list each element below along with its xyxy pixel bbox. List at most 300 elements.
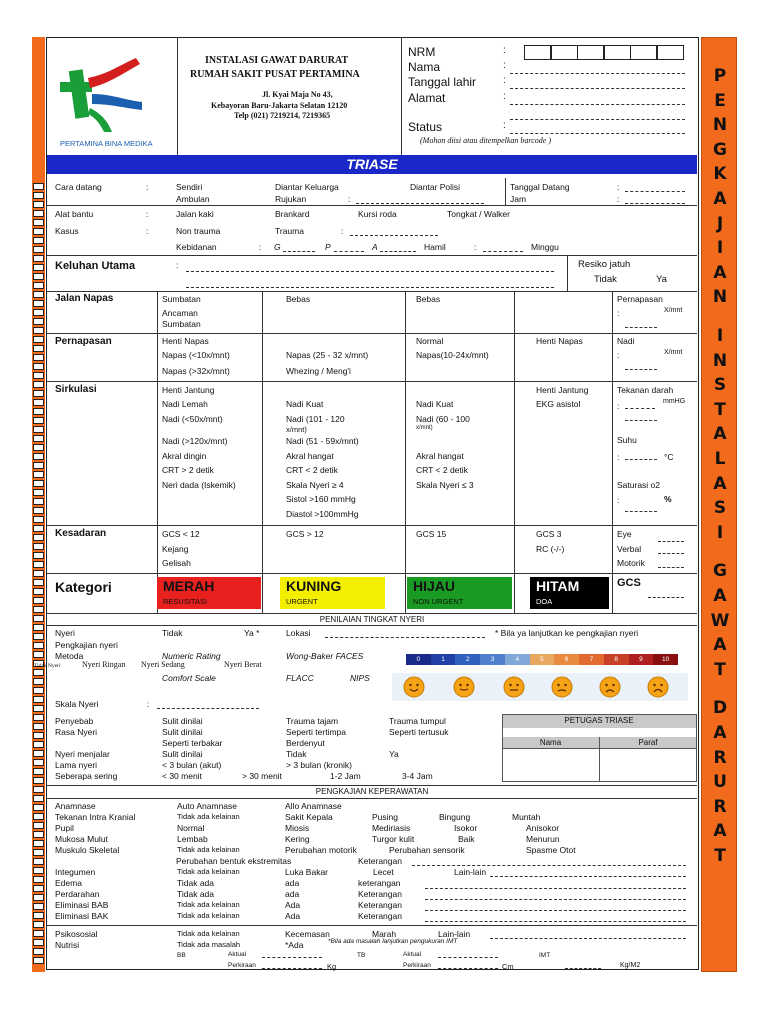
margin-checkbox[interactable] [33, 840, 44, 847]
margin-checkbox[interactable] [33, 219, 44, 226]
nyeri-tidak[interactable]: Tidak [162, 628, 183, 638]
category-sub: DOA [536, 597, 553, 606]
margin-checkbox[interactable] [33, 507, 44, 514]
margin-checkbox[interactable] [33, 732, 44, 739]
jn-sumbatan[interactable]: Sumbatan [162, 294, 201, 304]
motorik-label: Motorik [617, 558, 645, 568]
category-hitam[interactable] [530, 577, 609, 609]
opt-tongkat[interactable]: Tongkat / Walker [447, 209, 510, 219]
tekanan-darah-field[interactable] [625, 401, 655, 409]
kejang[interactable]: Kejang [162, 544, 189, 554]
margin-checkbox[interactable] [33, 552, 44, 559]
keperawatan-option[interactable]: Menurun [526, 834, 560, 844]
margin-checkbox[interactable] [33, 642, 44, 649]
margin-checkbox[interactable] [33, 777, 44, 784]
motorik-field[interactable] [658, 560, 684, 568]
edema-keterangan-field[interactable] [425, 879, 686, 889]
henti-jantung-1[interactable]: Henti Jantung [162, 385, 215, 395]
phone: Telp (021) 7219214, 7219365 [234, 111, 331, 120]
jn-bebas-2[interactable]: Bebas [416, 294, 441, 304]
keluhan-field-1[interactable] [186, 262, 554, 272]
margin-checkbox[interactable] [33, 615, 44, 622]
comfort-scale[interactable]: Comfort Scale [162, 673, 216, 683]
margin-checkbox[interactable] [33, 516, 44, 523]
opt-resiko-tidak[interactable]: Tidak [594, 274, 617, 285]
category-sub: URGENT [286, 597, 318, 606]
margin-checkbox[interactable] [33, 381, 44, 388]
seperti-tertimpa[interactable]: Seperti tertimpa [286, 727, 346, 737]
henti-napas-1[interactable]: Henti Napas [162, 336, 209, 346]
bb-aktual-field[interactable] [262, 950, 322, 958]
trauma-field[interactable] [350, 226, 438, 236]
crt-lt2-1[interactable]: CRT < 2 detik [286, 465, 338, 475]
keperawatan-option[interactable]: Turgor kulit [372, 834, 415, 844]
menjalar-ya[interactable]: Ya [389, 749, 399, 759]
tanggal-datang-label: Tanggal Datang [510, 182, 570, 192]
margin-checkbox[interactable] [33, 363, 44, 370]
margin-checkbox[interactable] [33, 183, 44, 190]
keperawatan-option[interactable]: Tidak ada kelainan [177, 812, 240, 821]
margin-checkbox[interactable] [33, 921, 44, 928]
nama-field[interactable] [510, 62, 685, 74]
seperti-terbakar[interactable]: Seperti terbakar [162, 738, 223, 748]
p-normal[interactable]: Normal [416, 336, 444, 346]
margin-checkbox[interactable] [33, 624, 44, 631]
keperawatan-option[interactable]: Tidak ada kelainan [177, 845, 240, 854]
seperti-tertusuk[interactable]: Seperti tertusuk [389, 727, 449, 737]
margin-checkbox[interactable] [33, 462, 44, 469]
alat-bantu-label: Alat bantu [55, 209, 94, 219]
keperawatan-option[interactable]: Auto Anamnase [177, 801, 238, 811]
gcs-label: GCS [617, 577, 641, 589]
alamat-field[interactable] [510, 93, 685, 105]
skala-nyeri-le3[interactable]: Skala Nyeri ≤ 3 [416, 480, 474, 490]
margin-checkbox[interactable] [33, 453, 44, 460]
nrm-digit-box[interactable] [630, 45, 657, 60]
nadi-field[interactable] [625, 362, 657, 370]
berdenyut[interactable]: Berdenyut [286, 738, 325, 748]
margin-checkbox[interactable] [33, 390, 44, 397]
tekanan-darah-field-2[interactable] [625, 413, 657, 421]
margin-checkbox[interactable] [33, 408, 44, 415]
henti-napas-2[interactable]: Henti Napas [536, 336, 583, 346]
margin-checkbox[interactable] [33, 651, 44, 658]
jn-bebas-1[interactable]: Bebas [286, 294, 311, 304]
kasus-label: Kasus [55, 226, 79, 236]
address-line-1: Jl. Kyai Maja No 43, [262, 90, 333, 99]
nrm-digit-box[interactable] [551, 45, 578, 60]
margin-checkbox[interactable] [33, 561, 44, 568]
ekg-asistol[interactable]: EKG asistol [536, 399, 581, 409]
keperawatan-option[interactable]: Keterangan [358, 889, 402, 899]
nips[interactable]: NIPS [350, 673, 370, 683]
keperawatan-option[interactable]: Tidak ada kelainan [177, 911, 240, 920]
side-title-letter: J [716, 213, 724, 234]
napas-gt32[interactable]: Napas (>32x/mnt) [162, 366, 230, 376]
status-field[interactable] [510, 122, 685, 134]
jam-field[interactable] [625, 194, 685, 204]
margin-checkbox[interactable] [33, 228, 44, 235]
side-title-letter: A [713, 473, 727, 494]
keperawatan-option[interactable]: Marah [372, 929, 397, 939]
keperawatan-option[interactable]: Pusing [372, 812, 398, 822]
category-kuning[interactable] [280, 577, 385, 609]
margin-checkbox[interactable] [33, 489, 44, 496]
a-field[interactable] [380, 242, 416, 252]
side-title-letter: P [713, 66, 727, 86]
margin-checkbox[interactable] [33, 327, 44, 334]
margin-checkbox[interactable] [33, 444, 44, 451]
saturasi-field[interactable] [625, 504, 657, 512]
akral-dingin[interactable]: Akral dingin [162, 451, 207, 461]
side-title-letter: T [714, 846, 726, 866]
margin-checkbox[interactable] [33, 768, 44, 775]
keperawatan-option[interactable]: Keterangan [358, 911, 402, 921]
keperawatan-option[interactable]: Miosis [285, 823, 310, 833]
nrm-digit-box[interactable] [577, 45, 604, 60]
keluhan-field-2[interactable] [186, 278, 554, 288]
nrm-digit-box[interactable] [604, 45, 631, 60]
opt-kebidanan[interactable]: Kebidanan [176, 242, 217, 252]
opt-ambulan[interactable]: Ambulan [176, 194, 210, 204]
pengkajian-keperawatan-title: PENGKAJIAN KEPERAWATAN [315, 787, 429, 796]
gcs-15[interactable]: GCS 15 [416, 529, 447, 539]
minggu-label: Minggu [531, 242, 559, 252]
keperawatan-option[interactable]: Isokor [454, 823, 478, 833]
alamat-field-2[interactable] [510, 108, 685, 120]
opt-resiko-ya[interactable]: Ya [656, 274, 667, 285]
margin-checkbox[interactable] [33, 237, 44, 244]
metoda-label: Metoda [55, 651, 84, 661]
keperawatan-option[interactable]: Spasme Otot [526, 845, 576, 855]
opt-kursi-roda[interactable]: Kursi roda [358, 209, 397, 219]
margin-checkbox[interactable] [33, 759, 44, 766]
margin-checkbox[interactable] [33, 858, 44, 865]
margin-checkbox[interactable] [33, 480, 44, 487]
address-line-2: Kebayoran Baru-Jakarta Selatan 12120 [211, 101, 348, 110]
bak-keterangan-field[interactable] [425, 912, 686, 922]
category-hijau[interactable] [407, 577, 512, 609]
keperawatan-option[interactable]: Tidak ada [177, 889, 215, 899]
tb-perkiraan-field[interactable] [438, 961, 498, 969]
margin-checkbox[interactable] [33, 579, 44, 586]
pain-face-icon [648, 677, 668, 697]
hamil-field[interactable] [483, 242, 523, 252]
category-merah[interactable] [157, 577, 261, 609]
nadi-gt120[interactable]: Nadi (>120x/mnt) [162, 436, 228, 446]
category-name: HIJAU [413, 578, 456, 594]
margin-checkbox[interactable] [33, 498, 44, 505]
margin-checkbox[interactable] [33, 795, 44, 802]
menjalar-sulit[interactable]: Sulit dinilai [162, 749, 203, 759]
jn-sumbatan-2[interactable]: Sumbatan [162, 319, 201, 329]
margin-checkbox[interactable] [33, 957, 44, 964]
jam34[interactable]: 3-4 Jam [402, 771, 433, 781]
keperawatan-option[interactable]: Kecemasan [285, 929, 330, 939]
keperawatan-option[interactable]: Tidak ada kelainan [177, 900, 240, 909]
keperawatan-option[interactable]: Mediriasis [372, 823, 411, 833]
nadi-60-100[interactable]: Nadi (60 - 100 [416, 414, 470, 424]
margin-checkbox[interactable] [33, 471, 44, 478]
keperawatan-option[interactable]: Ada [285, 900, 301, 910]
nyeri-ya[interactable]: Ya * [244, 628, 260, 638]
margin-checkbox[interactable] [33, 912, 44, 919]
keperawatan-option[interactable]: Bingung [439, 812, 471, 822]
margin-checkbox[interactable] [33, 678, 44, 685]
margin-checkbox[interactable] [33, 822, 44, 829]
nadi-101-120[interactable]: Nadi (101 - 120 [286, 414, 345, 424]
margin-checkbox[interactable] [33, 606, 44, 613]
margin-checkbox[interactable] [33, 282, 44, 289]
tidak-nyeri: Tidak Nyeri [34, 663, 61, 669]
margin-checkbox[interactable] [33, 714, 44, 721]
crt-gt2[interactable]: CRT > 2 detik [162, 465, 214, 475]
keperawatan-option[interactable]: Anisokor [526, 823, 560, 833]
sistol[interactable]: Sistol >160 mmHg [286, 494, 356, 504]
margin-checkbox[interactable] [33, 939, 44, 946]
g-field[interactable] [283, 242, 315, 252]
margin-checkbox[interactable] [33, 426, 44, 433]
nyeri-menjalar-label: Nyeri menjalar [55, 749, 110, 759]
kesadaran-label: Kesadaran [55, 528, 107, 539]
opt-sendiri[interactable]: Sendiri [176, 182, 203, 192]
nyeri-dada[interactable]: Neri dada (Iskemik) [162, 480, 236, 490]
lama-lt3[interactable]: < 3 bulan (akut) [162, 760, 222, 770]
keperawatan-option[interactable]: Lembab [177, 834, 208, 844]
margin-checkbox[interactable] [33, 948, 44, 955]
rasa-sulit[interactable]: Sulit dinilai [162, 727, 203, 737]
margin-checkbox[interactable] [33, 804, 44, 811]
imt-field[interactable] [565, 961, 601, 969]
margin-checkbox[interactable] [33, 597, 44, 604]
margin-checkbox[interactable] [33, 633, 44, 640]
keperawatan-option[interactable]: Lain-lain [454, 867, 487, 877]
margin-checkbox[interactable] [33, 246, 44, 253]
margin-checkbox[interactable] [33, 669, 44, 676]
kgm2-unit: Kg/M2 [620, 962, 641, 969]
margin-checkbox[interactable] [33, 255, 44, 262]
margin-checkbox[interactable] [33, 741, 44, 748]
margin-checkbox[interactable] [33, 930, 44, 937]
keperawatan-option[interactable]: ada [285, 889, 300, 899]
numeric-rating[interactable]: Numeric Rating [162, 651, 221, 661]
margin-checkbox[interactable] [33, 192, 44, 199]
trauma-tumpul[interactable]: Trauma tumpul [389, 716, 446, 726]
akral-hangat-1[interactable]: Akral hangat [286, 451, 334, 461]
keperawatan-option[interactable]: Tidak ada [177, 878, 215, 888]
petugas-triase-title: PETUGAS TRIASE [502, 714, 696, 728]
margin-checkbox[interactable] [33, 300, 44, 307]
margin-checkbox[interactable] [33, 885, 44, 892]
margin-checkbox[interactable] [33, 399, 44, 406]
keperawatan-option[interactable]: Lecet [373, 867, 394, 877]
napas-lt10[interactable]: Napas (<10x/mnt) [162, 350, 230, 360]
trauma-tajam[interactable]: Trauma tajam [286, 716, 339, 726]
rc[interactable]: RC (-/-) [536, 544, 565, 554]
nadi-51-59[interactable]: Nadi (51 - 59x/mnt) [286, 436, 359, 446]
henti-jantung-2[interactable]: Henti Jantung [536, 385, 589, 395]
napas-25-32[interactable]: Napas (25 - 32 x/mnt) [286, 350, 369, 360]
keperawatan-option[interactable]: ada [285, 878, 300, 888]
lokasi-field[interactable] [325, 628, 485, 638]
margin-checkbox[interactable] [33, 309, 44, 316]
lama-gt3[interactable]: > 3 bulan (kronik) [286, 760, 352, 770]
keperawatan-option[interactable]: Normal [177, 823, 205, 833]
keperawatan-option[interactable]: *Ada [285, 940, 304, 950]
jam12[interactable]: 1-2 Jam [330, 771, 361, 781]
margin-checkbox[interactable] [33, 417, 44, 424]
lt30[interactable]: < 30 menit [162, 771, 202, 781]
opt-trauma[interactable]: Trauma [275, 226, 304, 236]
keperawatan-option[interactable]: Keterangan [358, 900, 402, 910]
opt-non-trauma[interactable]: Non trauma [176, 226, 221, 236]
g-label: G [274, 242, 281, 252]
pain-face-icon [504, 677, 524, 697]
margin-checkbox[interactable] [33, 273, 44, 280]
gcs-field[interactable] [648, 590, 684, 598]
tanggal-datang-field[interactable] [625, 182, 685, 192]
pain-scale-cell: 2 [455, 654, 480, 665]
nadi-kuat-1[interactable]: Nadi Kuat [286, 399, 324, 409]
verbal-label: Verbal [617, 544, 642, 554]
margin-checkbox[interactable] [33, 291, 44, 298]
opt-brankard[interactable]: Brankard [275, 209, 310, 219]
margin-checkbox[interactable] [33, 867, 44, 874]
integumen-lain-field[interactable] [490, 867, 686, 877]
nrm-label: NRM [408, 45, 436, 59]
verbal-field[interactable] [658, 546, 684, 554]
gcs-3[interactable]: GCS 3 [536, 529, 562, 539]
perdarahan-keterangan-field[interactable] [425, 890, 686, 900]
margin-checkbox[interactable] [33, 543, 44, 550]
crt-lt2-2[interactable]: CRT < 2 detik [416, 465, 468, 475]
margin-checkbox[interactable] [33, 354, 44, 361]
margin-checkbox[interactable] [33, 210, 44, 217]
menjalar-tidak[interactable]: Tidak [286, 749, 307, 759]
margin-checkbox[interactable] [33, 903, 44, 910]
nrm-digit-box[interactable] [657, 45, 684, 60]
jn-ancaman[interactable]: Ancaman [162, 308, 198, 318]
p-field[interactable] [334, 242, 364, 252]
keperawatan-option[interactable]: Perubahan sensorik [389, 845, 465, 855]
keperawatan-option[interactable]: Ada [285, 911, 301, 921]
tanggal-lahir-field[interactable] [510, 77, 685, 89]
gt30[interactable]: > 30 menit [242, 771, 282, 781]
keperawatan-option[interactable]: keterangan [358, 878, 401, 888]
gcs-gt12[interactable]: GCS > 12 [286, 529, 324, 539]
opt-rujukan[interactable]: Rujukan [275, 194, 307, 204]
pain-scale-cell: 10 [653, 654, 678, 665]
margin-checkbox[interactable] [33, 345, 44, 352]
margin-checkbox[interactable] [33, 696, 44, 703]
margin-checkbox[interactable] [33, 435, 44, 442]
margin-checkbox[interactable] [33, 201, 44, 208]
suhu-field[interactable] [625, 452, 657, 460]
gcs-lt12[interactable]: GCS < 12 [162, 529, 200, 539]
opt-jalan-kaki[interactable]: Jalan kaki [176, 209, 214, 219]
margin-checkbox[interactable] [33, 831, 44, 838]
penyebab-sulit[interactable]: Sulit dinilai [162, 716, 203, 726]
diastol[interactable]: Diastol >100mmHg [286, 509, 359, 519]
keperawatan-option[interactable]: Tidak ada masalah [177, 940, 241, 949]
side-title-letter: A [713, 424, 727, 445]
keperawatan-option[interactable]: Luka Bakar [285, 867, 328, 877]
rujukan-field[interactable] [356, 194, 484, 204]
keperawatan-option[interactable]: Allo Anamnase [285, 801, 342, 811]
pain-face-icon [454, 677, 474, 697]
keperawatan-option[interactable]: Lain-lain [438, 929, 471, 939]
rr-field[interactable] [625, 320, 657, 328]
gelisah[interactable]: Gelisah [162, 558, 191, 568]
keperawatan-option[interactable]: Muntah [512, 812, 541, 822]
lokasi-label: Lokasi [286, 628, 311, 638]
margin-checkbox[interactable] [33, 813, 44, 820]
margin-checkbox[interactable] [33, 894, 44, 901]
eye-field[interactable] [658, 534, 684, 542]
muskulo-keterangan-field[interactable] [412, 856, 686, 866]
keperawatan-option[interactable]: Kering [285, 834, 310, 844]
side-title-letter: R [713, 796, 727, 817]
wong-baker[interactable]: Wong-Baker FACES [286, 651, 364, 661]
category-name: HITAM [536, 578, 580, 594]
opt-diantar-keluarga[interactable]: Diantar Keluarga [275, 182, 339, 192]
keperawatan-row-label: Perdarahan [55, 889, 100, 899]
keperawatan-option[interactable]: Tidak ada kelainan [177, 867, 240, 876]
pain-face-icon [600, 677, 620, 697]
flacc[interactable]: FLACC [286, 673, 314, 683]
keperawatan-option[interactable]: Sakit Kepala [285, 812, 333, 822]
bab-keterangan-field[interactable] [425, 901, 686, 911]
keperawatan-option[interactable]: Tidak ada kelainan [177, 929, 240, 938]
keperawatan-option[interactable]: Keterangan [358, 856, 402, 866]
keperawatan-option[interactable]: Perubahan motorik [285, 845, 357, 855]
nadi-lt50[interactable]: Nadi (<50x/mnt) [162, 414, 223, 424]
psikososial-lain-field[interactable] [490, 929, 686, 939]
margin-checkbox[interactable] [33, 876, 44, 883]
skala-nyeri-ge4[interactable]: Skala Nyeri ≥ 4 [286, 480, 344, 490]
margin-checkbox[interactable] [33, 336, 44, 343]
margin-checkbox[interactable] [33, 318, 44, 325]
opt-diantar-polisi[interactable]: Diantar Polisi [410, 182, 461, 192]
keperawatan-option[interactable]: Perubahan bentuk ekstremitas [176, 856, 292, 866]
margin-checkbox[interactable] [33, 264, 44, 271]
nadi-lemah[interactable]: Nadi Lemah [162, 399, 208, 409]
margin-checkbox[interactable] [33, 525, 44, 532]
nadi-kuat-2[interactable]: Nadi Kuat [416, 399, 454, 409]
bb-perkiraan-field[interactable] [262, 961, 322, 969]
margin-checkbox[interactable] [33, 786, 44, 793]
skala-nyeri-field[interactable] [157, 699, 259, 709]
margin-checkbox[interactable] [33, 534, 44, 541]
tb-aktual-field[interactable] [438, 950, 498, 958]
margin-checkbox[interactable] [33, 372, 44, 379]
margin-checkbox[interactable] [33, 687, 44, 694]
margin-checkbox[interactable] [33, 723, 44, 730]
napas-10-24[interactable]: Napas(10-24x/mnt) [416, 350, 489, 360]
margin-checkbox[interactable] [33, 849, 44, 856]
nyeri-berat: Nyeri Berat [224, 660, 262, 669]
keperawatan-option[interactable]: Baik [458, 834, 475, 844]
whezing[interactable]: Whezing / Meng'i [286, 366, 351, 376]
nrm-digit-box[interactable] [524, 45, 551, 60]
margin-checkbox[interactable] [33, 750, 44, 757]
pain-face-icon [552, 677, 572, 697]
margin-checkbox[interactable] [33, 705, 44, 712]
margin-checkbox[interactable] [33, 588, 44, 595]
margin-checkbox[interactable] [33, 570, 44, 577]
category-name: KUNING [286, 578, 342, 594]
akral-hangat-2[interactable]: Akral hangat [416, 451, 464, 461]
